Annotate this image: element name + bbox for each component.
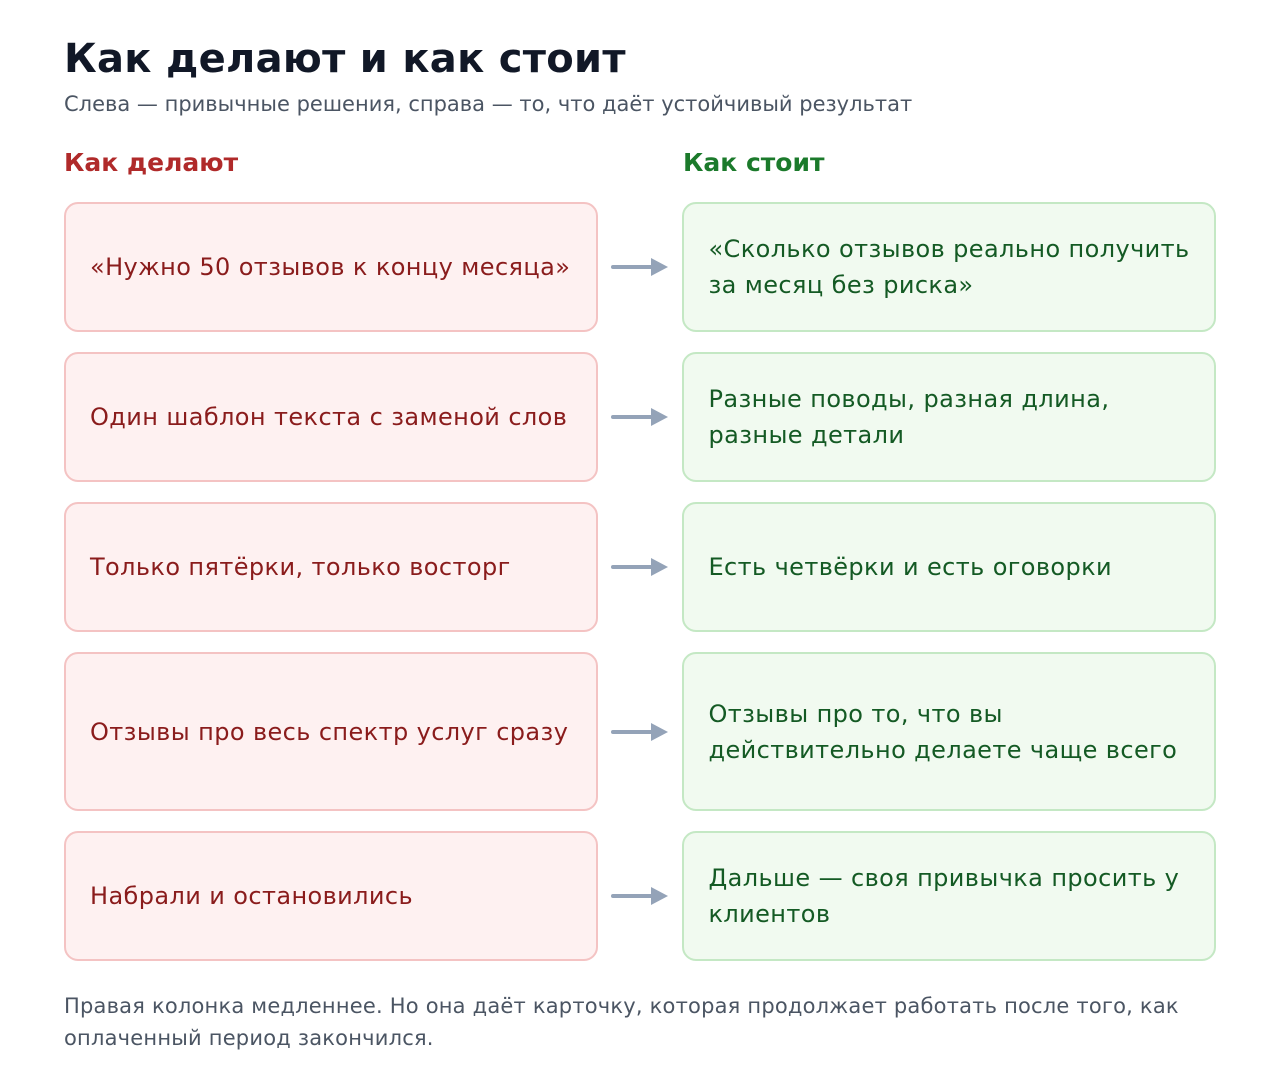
page-title: Как делают и как стоит: [64, 36, 626, 82]
right-practice-card: Есть четвёрки и есть оговорки: [682, 502, 1216, 632]
arrow-right-icon: [598, 202, 683, 332]
wrong-practice-card: «Нужно 50 отзывов к концу месяца»: [64, 202, 598, 332]
wrong-practice-card: Отзывы про весь спектр услуг сразу: [64, 652, 598, 811]
wrong-practice-card: Набрали и остановились: [64, 831, 598, 961]
wrong-practice-card: Один шаблон текста с заменой слов: [64, 352, 598, 482]
right-practice-card: Дальше — своя привычка просить у клиентов: [682, 831, 1216, 961]
arrow-right-icon: [598, 831, 683, 961]
right-practice-card: Разные поводы, разная длина, разные детали: [682, 352, 1216, 482]
wrong-practice-card: Только пятёрки, только восторг: [64, 502, 598, 632]
arrow-right-icon: [598, 652, 683, 811]
arrow-right-icon: [598, 502, 683, 632]
right-column-heading: Как стоит: [683, 148, 825, 177]
comparison-row: [64, 202, 1216, 332]
arrow-right-icon: [598, 352, 683, 482]
right-practice-card: «Сколько отзывов реально получить за месяц без риска»: [682, 202, 1216, 332]
comparison-row: [64, 652, 1216, 811]
right-practice-card: Отзывы про то, что вы действительно делаете чаще всего: [682, 652, 1216, 811]
left-column-heading: Как делают: [64, 148, 239, 177]
comparison-row: [64, 352, 1216, 482]
comparison-row: [64, 831, 1216, 961]
footnote: Правая колонка медленнее. Но она даёт карточку, которая продолжает работать после того, как оплаченный период закончился.: [64, 994, 1179, 1050]
comparison-rows: [64, 202, 1216, 981]
page-subtitle: Слева — привычные решения, справа — то, что даёт устойчивый результат: [64, 92, 913, 116]
comparison-row: [64, 502, 1216, 632]
